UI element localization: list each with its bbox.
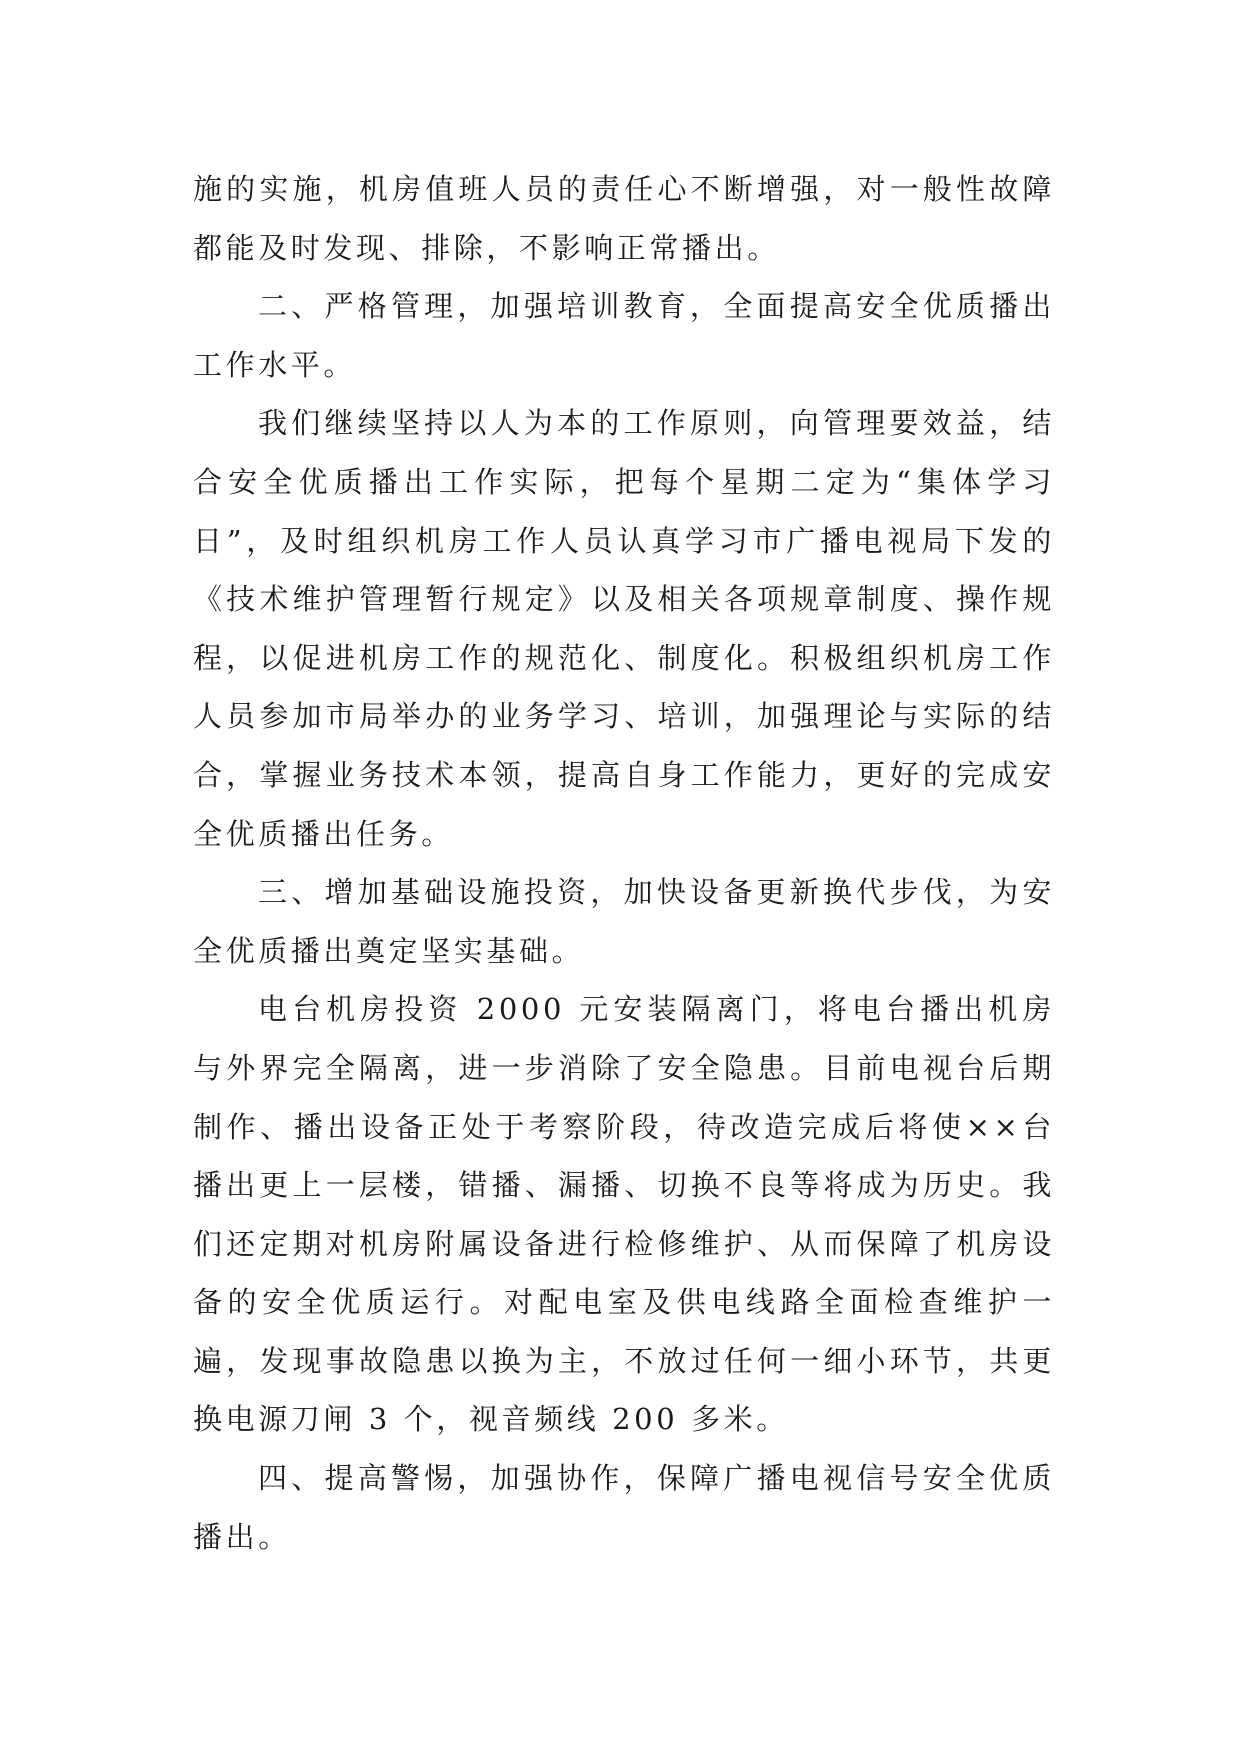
document-body <box>193 160 1055 1566</box>
body-paragraph: 电台机房投资 2000 元安装隔离门，将电台播出机房与外界完全隔离，进一步消除了安全隐患。目前电视台后期制作、播出设备正处于考察阶段，待改造完成后将使××台播出更上一层楼，错播、漏播、切换不良等将成为历史。我们还定期对机房附属设备进行检修维护、从而保障了机房设备的安全优质运行。对配电室及供电线路全面检查维护一遍，发现事故隐患以换为主，不放过任何一细小环节，共更换电源刀闸 3 个，视音频线 200 多米。 <box>193 992 1055 1437</box>
section-heading-4: 四、提高警惕，加强协作，保障广播电视信号安全优质播出。 <box>193 1461 1055 1554</box>
section-heading-2: 二、严格管理，加强培训教育，全面提高安全优质播出工作水平。 <box>193 289 1055 382</box>
body-paragraph: 施的实施，机房值班人员的责任心不断增强，对一般性故障都能及时发现、排除，不影响正常播出。 <box>193 172 1055 265</box>
body-paragraph: 我们继续坚持以人为本的工作原则，向管理要效益，结合安全优质播出工作实际，把每个星期二定为“集体学习日”，及时组织机房工作人员认真学习市广播电视局下发的《技术维护管理暂行规定》以及相关各项规章制度、操作规程，以促进机房工作的规范化、制度化。积极组织机房工作人员参加市局举办的业务学习、培训，加强理论与实际的结合，掌握业务技术本领，提高自身工作能力，更好的完成安全优质播出任务。 <box>193 406 1055 851</box>
section-heading-3: 三、增加基础设施投资，加快设备更新换代步伐，为安全优质播出奠定坚实基础。 <box>193 875 1055 968</box>
